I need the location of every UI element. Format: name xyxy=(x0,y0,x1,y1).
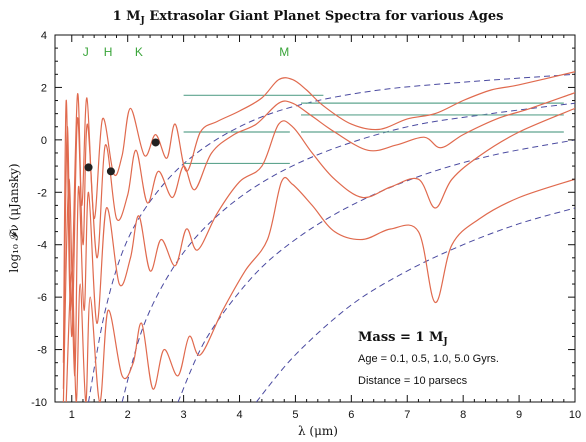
x-tick-label-10: 10 xyxy=(568,409,582,421)
x-tick-label-9: 9 xyxy=(516,409,523,421)
x-tick-label-7: 7 xyxy=(404,409,411,421)
chart-title-sub: J xyxy=(140,16,145,26)
x-tick-label-4: 4 xyxy=(236,409,243,421)
blackbody-curve-1 xyxy=(89,74,576,402)
blackbody-curve-4 xyxy=(256,208,575,402)
annotation-mass xyxy=(358,330,448,347)
y-tick-label-2: 2 xyxy=(40,82,47,95)
annotation-age: Age = 0.1, 0.5, 1.0, 5.0 Gyrs. xyxy=(358,353,499,365)
x-tick-label-6: 6 xyxy=(348,409,355,421)
blackbody-curves xyxy=(89,74,576,402)
chart-title-part1: 1 M xyxy=(112,9,141,24)
spectrum-series-4 xyxy=(66,178,575,403)
x-tick-label-8: 8 xyxy=(460,409,467,421)
photometry-point-2 xyxy=(107,167,115,175)
blackbody-curve-2 xyxy=(122,103,575,402)
plot-area xyxy=(55,35,575,402)
y-tick-label--6: -6 xyxy=(37,292,47,305)
x-tick-label-1: 1 xyxy=(68,409,75,421)
y-tick-label-0: 0 xyxy=(40,134,47,147)
photometry-point-1 xyxy=(85,163,93,171)
y-axis-label: log₁₀ 𝓕ν (μJansky) xyxy=(7,163,21,273)
annotation-mass-sub: J xyxy=(443,337,448,347)
photometry-point-3 xyxy=(152,138,160,146)
band-label-H: H xyxy=(103,45,113,59)
x-tick-label-5: 5 xyxy=(292,409,299,421)
annotation-mass-text: Mass = 1 M xyxy=(358,330,444,345)
x-axis-label: λ (μm) xyxy=(298,424,338,438)
y-tick-label--10: -10 xyxy=(31,397,47,409)
band-label-M: M xyxy=(279,45,290,59)
annotation-distance: Distance = 10 parsecs xyxy=(358,375,468,387)
y-tick-label-4: 4 xyxy=(40,30,47,42)
band-label-J: J xyxy=(82,45,89,59)
y-tick-label--4: -4 xyxy=(37,239,47,252)
spectrum-series-2 xyxy=(63,93,575,389)
chart-title-part2: Extrasolar Giant Planet Spectra for various Ages xyxy=(144,9,504,24)
x-tick-label-3: 3 xyxy=(180,409,187,421)
y-tick-label--2: -2 xyxy=(37,187,47,200)
annotation-block xyxy=(358,330,499,387)
y-tick-label--8: -8 xyxy=(37,344,47,357)
x-tick-label-2: 2 xyxy=(124,409,131,421)
band-label-K: K xyxy=(134,45,143,59)
chart-title xyxy=(113,9,504,26)
band-labels xyxy=(83,45,289,59)
plot-frame xyxy=(55,35,575,402)
